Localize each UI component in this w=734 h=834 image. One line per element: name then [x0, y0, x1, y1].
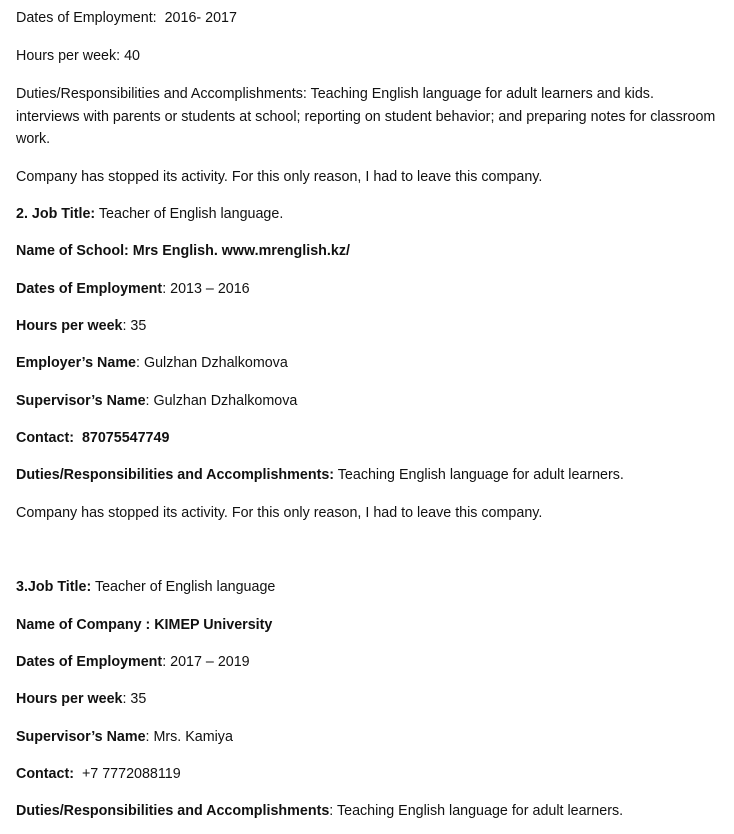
entry3-duties-label: Duties/Responsibilities and Accomplishments	[16, 803, 330, 819]
entry2-supervisor-label: Supervisor’s Name	[16, 393, 146, 409]
entry2-school-label: Name of School:	[16, 243, 129, 259]
entry3-hours	[16, 688, 146, 710]
entry1-dates-label: Dates of Employment:	[16, 10, 157, 26]
entry1-duties-value: Teaching English language for adult learners and kids. interviews with parents or students at school; reporting on student behavior; and preparing notes for classroom work.	[16, 86, 716, 147]
entry3-company	[16, 614, 272, 636]
entry1-hours	[16, 45, 140, 67]
entry2-job-title	[16, 203, 283, 225]
entry3-hours-value: : 35	[122, 691, 147, 707]
entry3-dates-value: : 2017 – 2019	[162, 654, 250, 670]
entry2-note-text: Company has stopped its activity. For this only reason, I had to leave this company.	[16, 505, 543, 521]
entry1-note-text: Company has stopped its activity. For this only reason, I had to leave this company.	[16, 169, 543, 185]
entry1-duties-label: Duties/Responsibilities and Accomplishments:	[16, 86, 307, 102]
entry2-duties	[16, 464, 624, 486]
entry2-employer	[16, 352, 288, 374]
entry3-duties-value: : Teaching English language for adult learners.	[329, 803, 624, 819]
entry2-contact-value: 87075547749	[81, 430, 170, 446]
entry3-supervisor	[16, 726, 233, 748]
entry2-school	[16, 240, 350, 262]
entry2-dates-label: Dates of Employment	[16, 281, 163, 297]
entry1-dates	[16, 7, 237, 29]
entry2-contact-label: Contact:	[16, 430, 74, 446]
entry3-title-label: 3.Job Title:	[16, 579, 92, 595]
entry2-dates	[16, 278, 250, 300]
entry1-hours-label: Hours per week:	[16, 48, 121, 64]
entry2-duties-value: Teaching English language for adult learners.	[337, 467, 624, 483]
entry3-dates-label: Dates of Employment	[16, 654, 163, 670]
entry2-dates-value: : 2013 – 2016	[162, 281, 250, 297]
entry3-company-label: Name of Company :	[16, 617, 151, 633]
entry3-supervisor-value: : Mrs. Kamiya	[145, 729, 233, 745]
entry2-hours-value: : 35	[122, 318, 147, 334]
entry3-contact	[16, 763, 181, 785]
entry2-school-value: Mrs English. www.mrenglish.kz/	[132, 243, 350, 259]
entry1-note	[16, 166, 542, 188]
entry3-company-value: KIMEP University	[154, 617, 273, 633]
entry1-duties	[16, 83, 716, 151]
entry2-employer-value: : Gulzhan Dzhalkomova	[136, 355, 288, 371]
entry3-dates	[16, 651, 250, 673]
entry3-contact-label: Contact:	[16, 766, 74, 782]
entry2-duties-label: Duties/Responsibilities and Accomplishments:	[16, 467, 335, 483]
entry2-supervisor	[16, 390, 297, 412]
entry2-title-value: Teacher of English language.	[98, 206, 284, 222]
entry3-job-title	[16, 576, 275, 598]
entry3-duties	[16, 800, 623, 822]
entry2-contact	[16, 427, 169, 449]
entry1-dates-value: 2016- 2017	[164, 10, 237, 26]
entry2-title-label: 2. Job Title:	[16, 206, 96, 222]
entry2-note	[16, 502, 542, 524]
entry2-employer-label: Employer’s Name	[16, 355, 136, 371]
entry2-hours-label: Hours per week	[16, 318, 123, 334]
entry3-supervisor-label: Supervisor’s Name	[16, 729, 146, 745]
entry2-hours	[16, 315, 146, 337]
entry3-contact-value: +7 7772088119	[81, 766, 181, 782]
entry3-title-value: Teacher of English language	[94, 579, 276, 595]
entry1-hours-value: 40	[124, 48, 140, 64]
entry2-supervisor-value: : Gulzhan Dzhalkomova	[145, 393, 298, 409]
entry3-hours-label: Hours per week	[16, 691, 123, 707]
